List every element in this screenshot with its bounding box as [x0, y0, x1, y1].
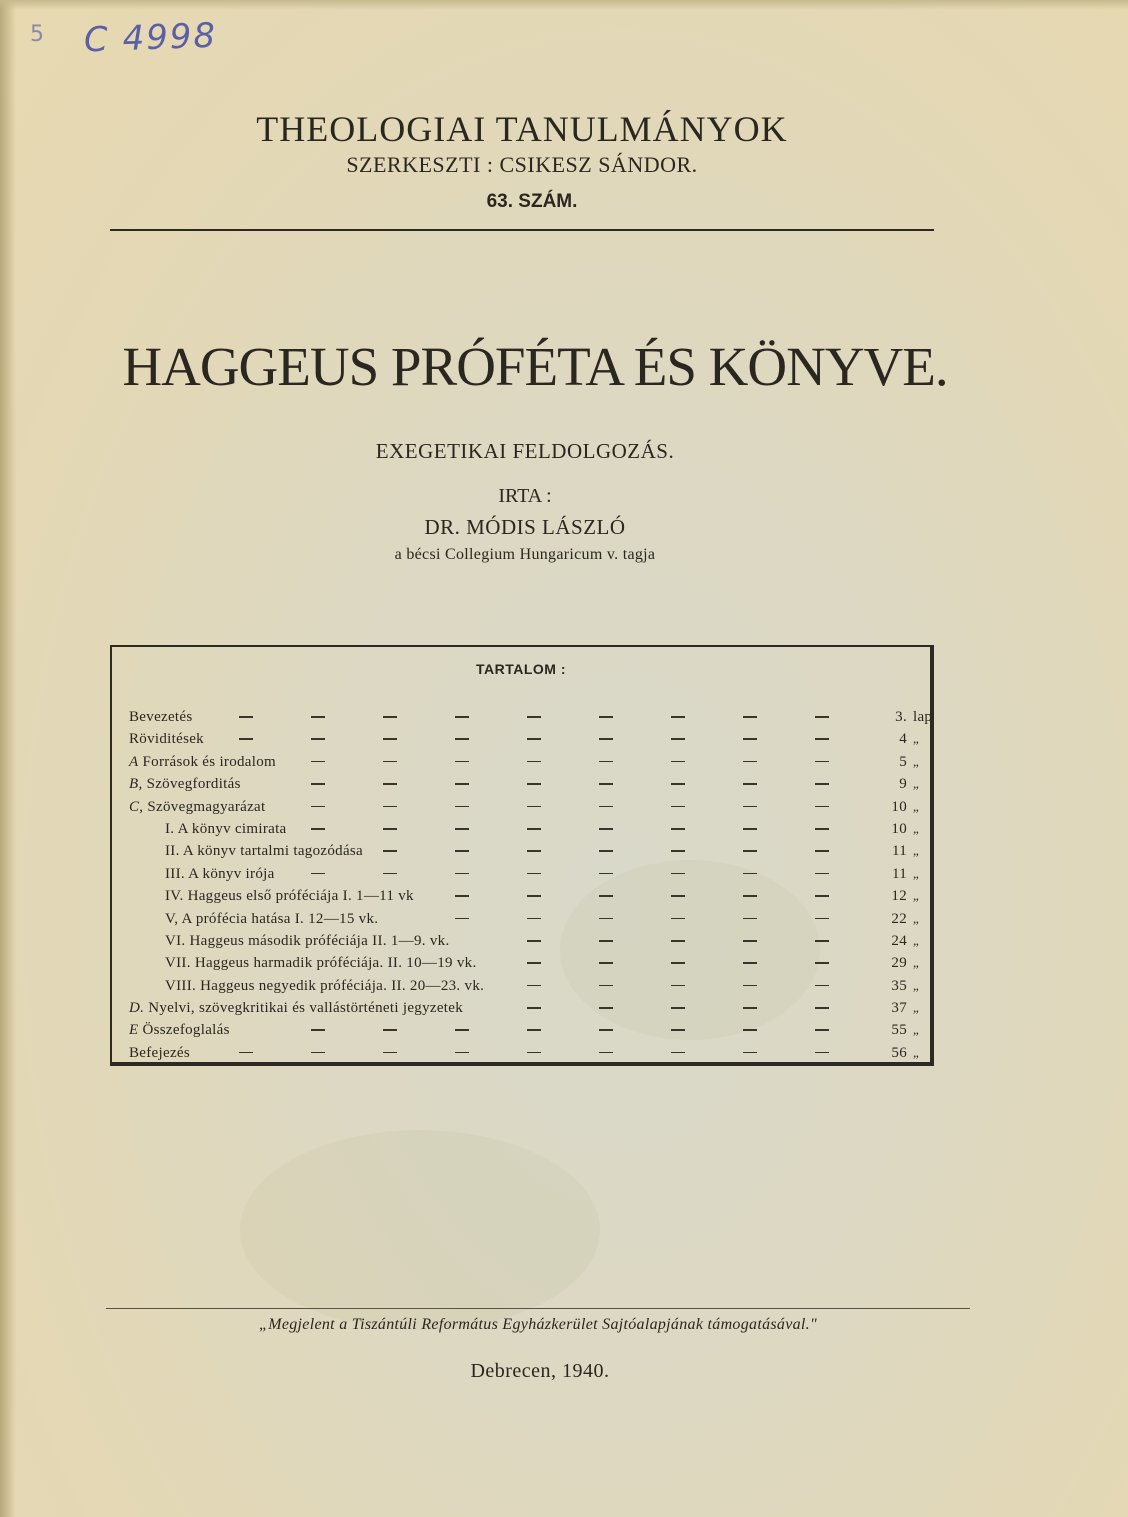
toc-leader-dash	[671, 761, 685, 763]
toc-leader-dashes	[129, 962, 829, 964]
toc-leader-dash	[311, 873, 325, 875]
toc-leader-dash	[527, 828, 541, 830]
toc-leader-dash	[599, 985, 613, 987]
toc-leader-dash	[743, 985, 757, 987]
author-affiliation: a bécsi Collegium Hungaricum v. tagja	[394, 546, 656, 563]
toc-leader-dash	[383, 738, 397, 740]
toc-entry-text: Összefoglalás	[138, 1022, 230, 1039]
toc-leader-dash	[815, 716, 829, 718]
toc-page-number: 10	[891, 798, 907, 815]
toc-leader-dash	[671, 918, 685, 920]
toc-page-unit: „	[913, 932, 920, 948]
toc-page-number: 35	[891, 977, 907, 994]
toc-leader-dash	[815, 850, 829, 852]
toc-leader-dash	[311, 738, 325, 740]
toc-leader-dash	[455, 1029, 469, 1031]
issue-number: 63. SZÁM.	[486, 191, 578, 212]
toc-page-number: 5	[899, 753, 907, 770]
toc-leader-dash	[743, 1029, 757, 1031]
toc-leader-dashes	[129, 738, 829, 740]
toc-entry	[129, 840, 924, 862]
toc-leader-dashes	[129, 895, 829, 897]
toc-page-unit: „	[913, 753, 920, 769]
toc-entry-marker: A	[129, 753, 139, 770]
toc-entry-text: IV. Haggeus első próféciája I. 1—11 vk	[165, 888, 414, 905]
toc-leader-dash	[527, 716, 541, 718]
toc-leader-dash	[527, 806, 541, 808]
toc-page-number: 11	[891, 843, 907, 860]
toc-entry-text: Források és irodalom	[138, 753, 276, 770]
toc-leader-dash	[599, 918, 613, 920]
toc-leader-dash	[311, 828, 325, 830]
toc-page-number: 22	[891, 910, 907, 927]
toc-entry	[129, 1019, 924, 1041]
toc-leader-dash	[815, 918, 829, 920]
toc-leader-dash	[815, 940, 829, 942]
toc-leader-dash	[671, 783, 685, 785]
toc-leader-dash	[743, 850, 757, 852]
toc-leader-dash	[599, 761, 613, 763]
toc-leader-dashes	[129, 761, 829, 763]
toc-leader-dash	[239, 1052, 253, 1054]
toc-leader-dash	[743, 761, 757, 763]
toc-leader-dash	[383, 850, 397, 852]
toc-leader-dashes	[129, 828, 829, 830]
toc-entry	[129, 796, 924, 818]
toc-entry-marker: D.	[129, 1000, 145, 1017]
toc-entry	[129, 975, 924, 997]
toc-entry-text: II. A könyv tartalmi tagozódása	[165, 843, 364, 860]
toc-page-number: 37	[891, 1000, 907, 1017]
toc-leader-dash	[671, 1007, 685, 1009]
toc-leader-dash	[743, 716, 757, 718]
toc-leader-dashes	[129, 873, 829, 875]
toc-page-number: 55	[891, 1022, 907, 1039]
toc-leader-dash	[599, 1007, 613, 1009]
toc-leader-dashes	[129, 1007, 829, 1009]
toc-leader-dash	[743, 738, 757, 740]
toc-page-unit: lap	[913, 709, 933, 725]
toc-page-number: 4	[899, 731, 907, 748]
toc-leader-dash	[671, 850, 685, 852]
handwritten-catalog-number: C 4998	[83, 15, 218, 61]
toc-entry	[129, 818, 924, 840]
toc-leader-dash	[527, 1029, 541, 1031]
toc-leader-dash	[671, 895, 685, 897]
toc-leader-dash	[815, 806, 829, 808]
title-block	[200, 436, 850, 568]
toc-leader-dashes	[129, 918, 829, 920]
toc-leader-dash	[527, 738, 541, 740]
toc-page-number: 9	[899, 776, 907, 793]
toc-leader-dashes	[129, 1052, 829, 1054]
toc-entry-text: I. A könyv cimirata	[165, 820, 287, 837]
toc-leader-dashes	[129, 985, 829, 987]
toc-leader-dash	[815, 1007, 829, 1009]
toc-leader-dash	[311, 761, 325, 763]
toc-entry-text: Nyelvi, szövegkritikai és vallástörténeti jegyzetek	[144, 1000, 464, 1017]
toc-leader-dash	[455, 761, 469, 763]
toc-leader-dashes	[129, 783, 829, 785]
toc-leader-dash	[599, 1029, 613, 1031]
toc-leader-dash	[599, 940, 613, 942]
toc-leader-dash	[455, 828, 469, 830]
toc-leader-dash	[599, 1052, 613, 1054]
toc-page-unit: „	[913, 1000, 920, 1016]
toc-entry	[129, 1042, 924, 1064]
toc-leader-dash	[527, 1052, 541, 1054]
toc-leader-dash	[599, 783, 613, 785]
toc-leader-dash	[383, 806, 397, 808]
toc-leader-dash	[671, 873, 685, 875]
series-header	[110, 108, 934, 220]
toc-leader-dash	[599, 962, 613, 964]
toc-leader-dash	[527, 850, 541, 852]
toc-leader-dashes	[129, 806, 829, 808]
toc-page-number: 3.	[895, 709, 907, 725]
toc-leader-dash	[815, 985, 829, 987]
toc-leader-dash	[527, 1007, 541, 1009]
toc-leader-dash	[671, 940, 685, 942]
toc-leader-dash	[671, 1052, 685, 1054]
toc-page-number: 24	[891, 932, 907, 949]
toc-entry	[129, 930, 924, 952]
toc-entry-marker: B,	[129, 776, 143, 793]
toc-leader-dash	[671, 962, 685, 964]
toc-heading: TARTALOM :	[475, 661, 566, 677]
toc-leader-dash	[599, 828, 613, 830]
toc-leader-dash	[815, 1052, 829, 1054]
subtitle: EXEGETIKAI FELDOLGOZÁS.	[375, 439, 675, 463]
toc-leader-dash	[743, 873, 757, 875]
toc-leader-dash	[743, 1007, 757, 1009]
toc-page-unit: „	[913, 888, 920, 904]
toc-leader-dash	[383, 828, 397, 830]
toc-entry-marker: C,	[129, 798, 144, 815]
toc-leader-dash	[455, 873, 469, 875]
toc-leader-dash	[815, 873, 829, 875]
toc-leader-dash	[383, 761, 397, 763]
toc-leader-dash	[239, 716, 253, 718]
toc-entry-text: V, A prófécia hatása I. 12—15 vk.	[165, 910, 379, 927]
toc-list	[129, 706, 933, 1064]
toc-leader-dash	[455, 918, 469, 920]
toc-leader-dash	[527, 783, 541, 785]
toc-leader-dash	[311, 1029, 325, 1031]
toc-page-unit: „	[913, 820, 920, 836]
author-name: DR. MÓDIS LÁSZLÓ	[424, 515, 626, 539]
toc-page-number: 56	[891, 1044, 907, 1061]
toc-entry-text: Szövegmagyarázat	[143, 798, 266, 815]
toc-leader-dash	[743, 962, 757, 964]
toc-entry	[129, 773, 924, 795]
toc-leader-dash	[743, 783, 757, 785]
paper-stain	[240, 1130, 600, 1330]
toc-entry	[129, 952, 924, 974]
toc-entry	[129, 706, 933, 728]
toc-leader-dash	[383, 783, 397, 785]
toc-leader-dash	[671, 1029, 685, 1031]
toc-leader-dash	[671, 828, 685, 830]
footer-rule	[106, 1308, 970, 1309]
toc-leader-dash	[455, 716, 469, 718]
toc-leader-dash	[599, 895, 613, 897]
series-title: THEOLOGIAI TANULMÁNYOK	[256, 109, 788, 149]
toc-leader-dash	[311, 716, 325, 718]
toc-leader-dash	[815, 783, 829, 785]
toc-entry-text: VIII. Haggeus negyedik próféciája. II. 20—23. vk.	[165, 977, 485, 994]
toc-entry-text: Befejezés	[129, 1044, 190, 1061]
toc-leader-dash	[455, 738, 469, 740]
toc-leader-dash	[743, 806, 757, 808]
toc-leader-dash	[815, 738, 829, 740]
toc-leader-dash	[311, 1052, 325, 1054]
toc-leader-dash	[743, 918, 757, 920]
toc-leader-dash	[815, 962, 829, 964]
toc-leader-dash	[599, 806, 613, 808]
editor-line: SZERKESZTI : CSIKESZ SÁNDOR.	[346, 152, 698, 177]
toc-page-unit: „	[913, 843, 920, 859]
paper-edge-top	[0, 0, 1128, 10]
paper-edge-left	[0, 0, 16, 1517]
toc-leader-dash	[383, 716, 397, 718]
toc-entry-text: VI. Haggeus második próféciája II. 1—9. vk.	[165, 932, 450, 949]
toc-leader-dash	[455, 1052, 469, 1054]
toc-leader-dash	[743, 1052, 757, 1054]
support-note: „Megjelent a Tiszántúli Református Egyházkerület Sajtóalapjának támogatásával."	[259, 1316, 817, 1333]
toc-leader-dash	[455, 806, 469, 808]
toc-leader-dash	[455, 850, 469, 852]
toc-entry-marker: E	[129, 1022, 139, 1039]
toc-leader-dash	[599, 873, 613, 875]
toc-leader-dash	[383, 1052, 397, 1054]
handwritten-mark: 5	[30, 22, 44, 47]
toc-page-unit: „	[913, 776, 920, 792]
toc-leader-dashes	[129, 850, 829, 852]
toc-leader-dash	[455, 783, 469, 785]
toc-leader-dash	[671, 985, 685, 987]
toc-leader-dash	[599, 850, 613, 852]
book-title: HAGGEUS PRÓFÉTA ÉS KÖNYVE.	[122, 336, 948, 397]
place-and-date: Debrecen, 1940.	[470, 1360, 610, 1382]
toc-leader-dash	[527, 761, 541, 763]
toc-entry-text: Röviditések	[129, 731, 204, 748]
toc-page-number: 12	[891, 888, 907, 905]
toc-leader-dash	[527, 918, 541, 920]
toc-page-unit: „	[913, 1022, 920, 1038]
toc-leader-dash	[527, 962, 541, 964]
table-of-contents	[110, 645, 934, 1066]
toc-leader-dash	[383, 1029, 397, 1031]
toc-page-unit: „	[913, 955, 920, 971]
header-rule	[110, 229, 934, 231]
toc-entry	[129, 908, 924, 930]
toc-entry	[129, 751, 924, 773]
toc-leader-dash	[311, 806, 325, 808]
toc-leader-dashes	[129, 716, 829, 718]
toc-leader-dash	[743, 940, 757, 942]
toc-page-unit: „	[913, 977, 920, 993]
toc-leader-dash	[671, 738, 685, 740]
toc-entry-text: III. A könyv irója	[165, 865, 275, 882]
toc-page-number: 11	[891, 865, 907, 882]
toc-page-unit: „	[913, 910, 920, 926]
toc-leader-dash	[599, 716, 613, 718]
toc-leader-dash	[671, 806, 685, 808]
toc-leader-dashes	[129, 940, 829, 942]
toc-entry	[129, 863, 924, 885]
toc-page-unit: „	[913, 1044, 920, 1060]
toc-page-number: 29	[891, 955, 907, 972]
toc-leader-dash	[815, 895, 829, 897]
toc-entry	[129, 997, 924, 1019]
toc-entry	[129, 728, 924, 750]
toc-leader-dash	[815, 1029, 829, 1031]
toc-page-number: 10	[891, 820, 907, 837]
toc-page-unit: „	[913, 865, 920, 881]
toc-leader-dash	[743, 895, 757, 897]
toc-leader-dash	[671, 716, 685, 718]
toc-leader-dash	[455, 895, 469, 897]
toc-leader-dashes	[129, 1029, 829, 1031]
toc-entry	[129, 885, 924, 907]
toc-leader-dash	[815, 828, 829, 830]
written-by-label: IRTA :	[498, 485, 552, 507]
toc-leader-dash	[527, 985, 541, 987]
toc-leader-dash	[527, 873, 541, 875]
toc-page-unit: „	[913, 731, 920, 747]
toc-leader-dash	[527, 895, 541, 897]
toc-leader-dash	[527, 940, 541, 942]
toc-leader-dash	[743, 828, 757, 830]
toc-entry-text: Bevezetés	[129, 709, 193, 725]
toc-entry-text: Szövegforditás	[142, 776, 241, 793]
toc-leader-dash	[311, 783, 325, 785]
toc-leader-dash	[599, 738, 613, 740]
toc-entry-text: VII. Haggeus harmadik próféciája. II. 10—19 vk.	[165, 955, 477, 972]
toc-page-unit: „	[913, 798, 920, 814]
toc-leader-dash	[815, 761, 829, 763]
toc-leader-dash	[239, 738, 253, 740]
toc-leader-dash	[383, 873, 397, 875]
